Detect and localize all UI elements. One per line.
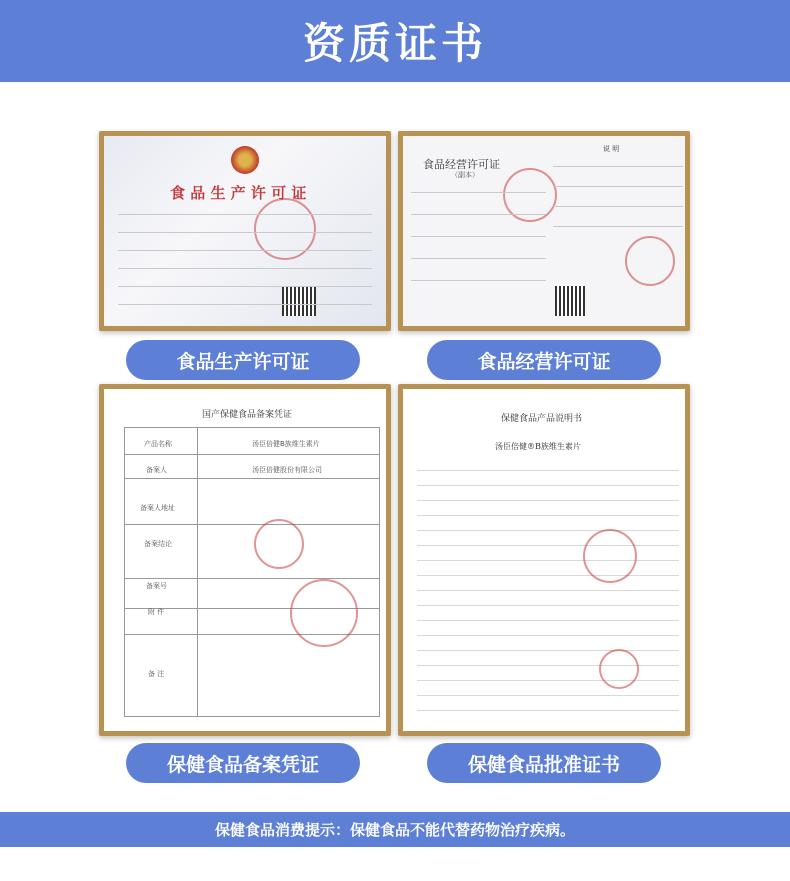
record-applicant: 汤臣倍健股份有限公司 <box>252 466 322 474</box>
record-label-address: 备案人地址 <box>140 504 175 512</box>
business-license-title: 食品经营许可证 <box>423 158 500 171</box>
approval-body <box>417 461 679 721</box>
record-label-product: 产品名称 <box>144 440 172 448</box>
food-business-license-image <box>398 131 690 331</box>
official-seal <box>599 649 639 689</box>
record-doc-title: 国产保健食品备案凭证 <box>202 410 293 420</box>
qr-code <box>282 286 316 316</box>
official-seal <box>583 529 637 583</box>
business-license-subtitle: （副本） <box>451 171 479 179</box>
record-label-number: 备案号 <box>146 582 167 590</box>
qr-code <box>555 286 585 316</box>
approval-doc-title: 保健食品产品说明书 <box>501 414 583 424</box>
production-license-title: 食 品 生 产 许 可 证 <box>170 184 307 202</box>
health-record-caption: 保健食品备案凭证 <box>126 743 360 783</box>
record-label-applicant: 备案人 <box>146 466 167 474</box>
consumer-notice: 保健食品消费提示：保健食品不能代替药物治疗疾病。 <box>0 812 790 847</box>
record-label-conclusion: 备案结论 <box>144 540 172 548</box>
page-header <box>0 0 790 82</box>
health-approval-caption: 保健食品批准证书 <box>427 743 661 783</box>
official-seal <box>254 519 304 569</box>
page-title: 资质证书 <box>302 19 487 68</box>
official-seal <box>625 236 675 286</box>
record-product-name: 汤臣倍健B族维生素片 <box>252 440 320 448</box>
health-food-record-image <box>99 384 391 736</box>
record-label-attachment: 附 件 <box>148 608 165 616</box>
health-food-approval-image <box>398 384 690 736</box>
official-seal <box>290 579 358 647</box>
food-production-caption: 食品生产许可证 <box>126 340 360 380</box>
business-license-notes-title: 说 明 <box>603 145 620 153</box>
food-production-license-image <box>99 131 391 331</box>
approval-product-name: 汤臣倍健®B族维生素片 <box>495 442 581 451</box>
national-emblem <box>231 146 259 174</box>
record-label-remark: 备 注 <box>148 670 165 678</box>
food-business-caption: 食品经营许可证 <box>427 340 661 380</box>
